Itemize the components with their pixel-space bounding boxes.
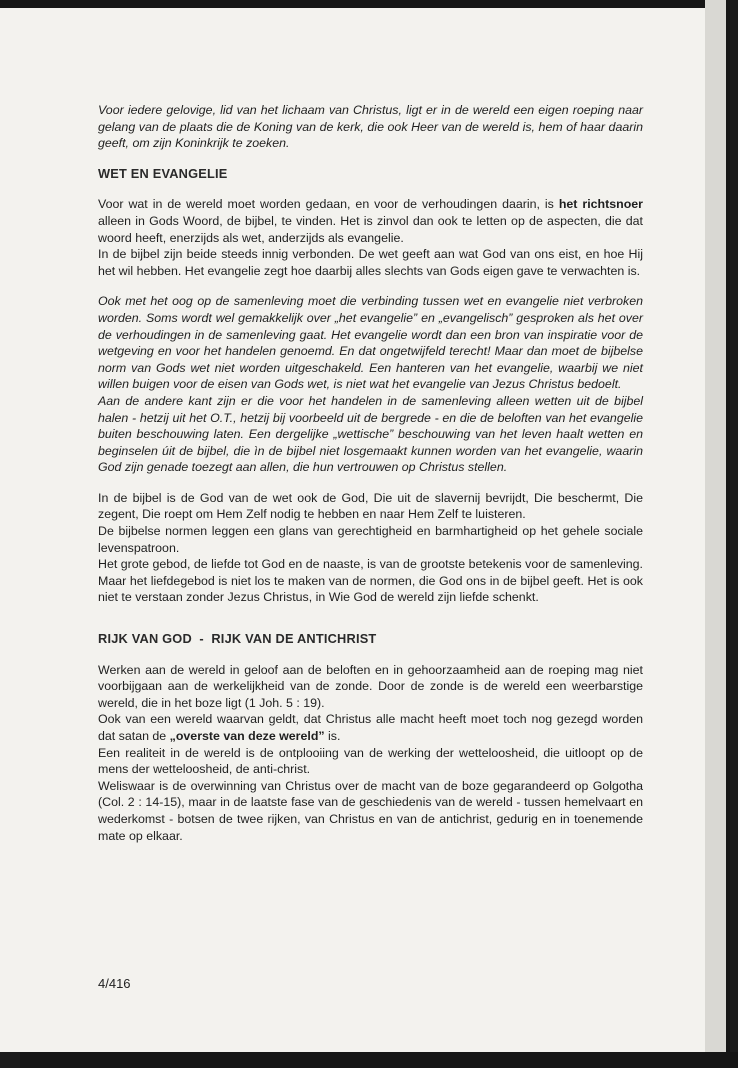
page-number: 4/416 — [98, 976, 131, 991]
paragraph: De bijbelse normen leggen een glans van gerechtigheid en barmhartigheid op het gehele sociale levenspatroon. — [98, 524, 643, 555]
section-heading-wet-en-evangelie: WET EN EVANGELIE — [98, 165, 228, 181]
paragraph — [98, 196, 643, 246]
text-run: is. — [324, 729, 341, 743]
section-heading-rijk-van-god: RIJK VAN GOD - RIJK VAN DE ANTICHRIST — [98, 631, 377, 647]
paragraph: In de bijbel is de God van de wet ook de God, Die uit de slavernij bevrijdt, Die beschermt, Die zegent, Die roept om Hem Zelf nodig te hebben en naar Hem Zelf te luisteren. — [98, 490, 643, 522]
paragraph: Werken aan de wereld in geloof aan de beloften en in gehoorzaamheid aan de roeping mag niet voorbijgaan aan de werkelijkheid van de zonde. Door de zonde is de wereld een weerbarstige wereld, die in het boze ligt (1 Joh. 5 : 19). — [98, 662, 643, 710]
italic-paragraph: Aan de andere kant zijn er die voor het handelen in de samenleving alleen wetten uit de bijbel halen - hetzij uit het O.T., hetzij bij voorbeeld uit de bergrede - en die de beloften van het evangelie buiten beschouwing laten. Een dergelijke „wettische” beschouwing van het leven haalt wetten en beginselen úit de bijbel, die ìn de bijbel niet losgemaakt kunnen worden van het evangelie, waarin God zijn genade toezegt aan allen, die hun vertrouwen op Christus stellen. — [98, 393, 643, 475]
text-run: Ook van een wereld waarvan geldt, dat Christus alle macht heeft moet toch nog gezegd worden dat satan de — [98, 712, 643, 743]
italic-paragraph: Ook met het oog op de samenleving moet die verbinding tussen wet en evangelie niet verbroken worden. Soms wordt wel gemakkelijk over „het evangelie” en „evangelisch” gesproken als het over de verhoudingen in de samenleving gaat. Het evangelie wordt dan een bron van inspiratie voor de wetgeving en voor het handelen genoemd. En dat ongetwijfeld terecht! Maar dan moet de bijbelse norm van Gods wet niet worden uitgeschakeld. Een hanteren van het evangelie, waarbij we niet willen buigen voor de eisen van Gods wet, is niet wat het evangelie van Jezus Christus bedoelt. — [98, 294, 643, 392]
text-run: alleen in Gods Woord, de bijbel, te vinden. Het is zinvol dan ook te letten op de aspecten, die dat woord heeft, enerzijds als wet, anderzijds als evangelie. — [98, 213, 643, 245]
top-scan-border — [0, 0, 730, 8]
intro-paragraph: Voor iedere gelovige, lid van het lichaam van Christus, ligt er in de wereld een eigen roeping naar gelang van de plaats die de Koning van de kerk, die ook Heer van de wereld is, hem of haar daarin geeft, om zijn Koninkrijk te zoeken. — [98, 103, 643, 151]
text-run: Voor wat in de wereld moet worden gedaan, en voor de verhoudingen daarin, is — [98, 197, 559, 212]
paragraph: Weliswaar is de overwinning van Christus over de macht van de boze gegarandeerd op Golgotha (Col. 2 : 14-15), maar in de laatste fase van de geschiedenis van de wereld - tussen hemelvaart en wederkomst - botsen de twee rijken, van Christus en van de antichrist, gedurig en in toenemende mate op elkaar. — [98, 778, 643, 843]
paragraph — [98, 711, 643, 744]
paragraph: Een realiteit in de wereld is de ontplooiing van de werking der wetteloosheid, die uitloopt op de mens der wetteloosheid, de anti-christ. — [98, 745, 643, 777]
right-scan-border — [726, 0, 730, 1052]
bold-run: het richtsnoer — [558, 197, 643, 212]
body-text — [98, 102, 643, 844]
bottom-scan-border — [20, 1052, 738, 1068]
bold-run: „overste van deze wereld” — [169, 729, 325, 743]
paragraph: Het grote gebod, de liefde tot God en de naaste, is van de grootste betekenis voor de samenleving. Maar het liefdegebod is niet los te maken van de normen, die God ons in de bijbel geeft. Het is ook niet te verstaan zonder Jezus Christus, in Wie God de wereld zijn liefde schenkt. — [98, 557, 643, 605]
paragraph: In de bijbel zijn beide steeds innig verbonden. De wet geeft aan wat God van ons eist, en hoe Hij het wil hebben. Het evangelie zegt hoe daarbij alles slechts van Gods eigen gave te verwachten is. — [98, 247, 643, 278]
